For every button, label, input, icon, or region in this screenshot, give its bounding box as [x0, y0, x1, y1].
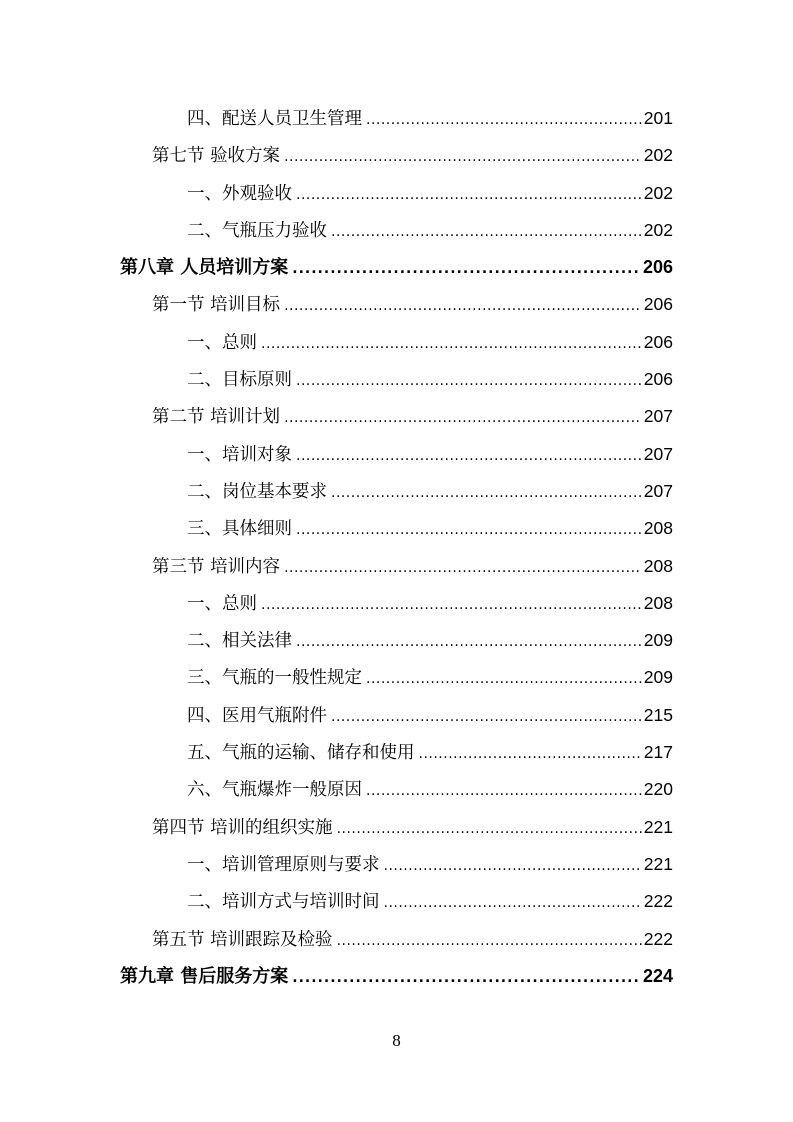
toc-leader-dots	[384, 885, 642, 922]
toc-leader-dots	[284, 400, 642, 437]
toc-entry-label: 第七节 验收方案	[152, 146, 281, 167]
toc-entry-label: 三、具体细则	[187, 519, 292, 540]
toc-entry[interactable]	[152, 286, 673, 323]
toc-entry-label: 四、配送人员卫生管理	[187, 109, 362, 129]
toc-leader-dots	[296, 177, 642, 214]
toc-entry[interactable]	[187, 436, 673, 473]
toc-entry-label: 第一节 培训目标	[152, 295, 281, 316]
toc-entry[interactable]	[152, 548, 673, 585]
toc-leader-dots	[296, 624, 642, 661]
toc-entry-label: 一、总则	[187, 593, 257, 614]
toc-entry[interactable]	[187, 212, 673, 249]
toc-entry-label: 一、培训管理原则与要求	[187, 854, 380, 875]
toc-entry[interactable]	[187, 324, 673, 361]
toc-entry[interactable]	[187, 622, 673, 659]
toc-entry-label: 六、气瓶爆炸一般原因	[187, 780, 362, 801]
toc-entry-page: 207	[643, 443, 673, 464]
toc-entry-label: 二、相关法律	[187, 631, 292, 652]
toc-entry-page: 208	[643, 555, 673, 576]
toc-entry[interactable]	[187, 771, 673, 808]
toc-leader-dots	[292, 960, 641, 997]
toc-entry-page: 206	[643, 369, 673, 390]
page-number: 8	[392, 1031, 401, 1050]
toc-entry-page: 215	[643, 704, 673, 725]
toc-entry-page: 201	[643, 108, 673, 128]
toc-leader-dots	[284, 288, 642, 325]
toc-leader-dots	[366, 773, 642, 810]
toc-entry-label: 第九章 售后服务方案	[120, 965, 289, 987]
toc-entry-page: 222	[643, 928, 673, 949]
toc-entry[interactable]	[187, 659, 673, 696]
toc-entry-page: 202	[643, 145, 673, 166]
toc-leader-dots	[296, 438, 642, 475]
toc-entry[interactable]	[187, 585, 673, 622]
toc-leader-dots	[331, 214, 642, 251]
table-of-contents	[0, 100, 793, 995]
toc-entry-label: 第二节 培训计划	[152, 407, 281, 428]
toc-entry-label: 第八章 人员培训方案	[120, 257, 289, 279]
toc-leader-dots	[296, 512, 642, 549]
toc-entry-label: 二、培训方式与培训时间	[187, 892, 380, 913]
toc-leader-dots	[337, 811, 642, 848]
toc-entry-page: 208	[643, 592, 673, 613]
toc-entry[interactable]	[152, 398, 673, 435]
toc-leader-dots	[366, 661, 642, 698]
toc-entry-page: 221	[643, 816, 673, 837]
toc-entry[interactable]	[152, 921, 673, 958]
toc-leader-dots	[284, 550, 642, 587]
toc-entry-label: 一、外观验收	[187, 183, 292, 204]
toc-entry-label: 一、培训对象	[187, 444, 292, 465]
toc-entry[interactable]	[187, 697, 673, 734]
toc-entry[interactable]	[187, 175, 673, 212]
toc-leader-dots	[261, 326, 642, 363]
toc-entry-label: 一、总则	[187, 332, 257, 353]
toc-leader-dots	[292, 251, 641, 288]
toc-entry[interactable]	[187, 361, 673, 398]
toc-entry-page: 208	[643, 518, 673, 539]
toc-entry-page: 202	[643, 219, 673, 240]
toc-entry-page: 207	[643, 480, 673, 501]
toc-entry-label: 第四节 培训的组织实施	[152, 817, 333, 838]
toc-entry-page: 206	[643, 294, 673, 315]
toc-entry-page: 209	[643, 630, 673, 651]
toc-entry[interactable]	[152, 137, 673, 174]
toc-entry-label: 第五节 培训跟踪及检验	[152, 929, 333, 950]
toc-entry[interactable]	[187, 473, 673, 510]
toc-leader-dots	[296, 363, 642, 400]
toc-entry-page: 222	[643, 891, 673, 912]
toc-entry-page: 217	[643, 742, 673, 763]
toc-entry-page: 206	[643, 331, 673, 352]
toc-entry-page: 206	[642, 257, 673, 278]
toc-entry[interactable]	[187, 846, 673, 883]
toc-entry-label: 二、岗位基本要求	[187, 481, 327, 502]
toc-entry-label: 四、医用气瓶附件	[187, 705, 327, 726]
toc-entry-label: 二、目标原则	[187, 370, 292, 391]
toc-leader-dots	[261, 587, 642, 624]
toc-entry[interactable]	[187, 510, 673, 547]
toc-leader-dots	[384, 848, 642, 885]
toc-entry-label: 二、气瓶压力验收	[187, 220, 327, 241]
toc-chapter-entry[interactable]	[120, 249, 673, 286]
toc-leader-dots	[419, 736, 642, 773]
toc-entry-page: 224	[642, 965, 673, 986]
toc-entry-page: 207	[643, 406, 673, 427]
toc-entry-page: 209	[643, 667, 673, 688]
toc-entry[interactable]	[152, 809, 673, 846]
toc-chapter-entry[interactable]	[120, 958, 673, 995]
toc-leader-dots	[331, 699, 642, 736]
toc-leader-dots	[284, 139, 642, 176]
toc-entry-page: 202	[643, 182, 673, 203]
toc-entry-label: 第三节 培训内容	[152, 556, 281, 577]
toc-entry[interactable]	[187, 734, 673, 771]
toc-entry[interactable]	[187, 883, 673, 920]
toc-entry-page: 220	[643, 779, 673, 800]
toc-entry[interactable]	[187, 100, 673, 137]
toc-entry-label: 三、气瓶的一般性规定	[187, 668, 362, 689]
toc-entry-label: 五、气瓶的运输、储存和使用	[187, 743, 415, 764]
toc-leader-dots	[331, 475, 642, 512]
toc-leader-dots	[366, 102, 642, 139]
toc-leader-dots	[337, 923, 642, 960]
toc-entry-page: 221	[643, 853, 673, 874]
